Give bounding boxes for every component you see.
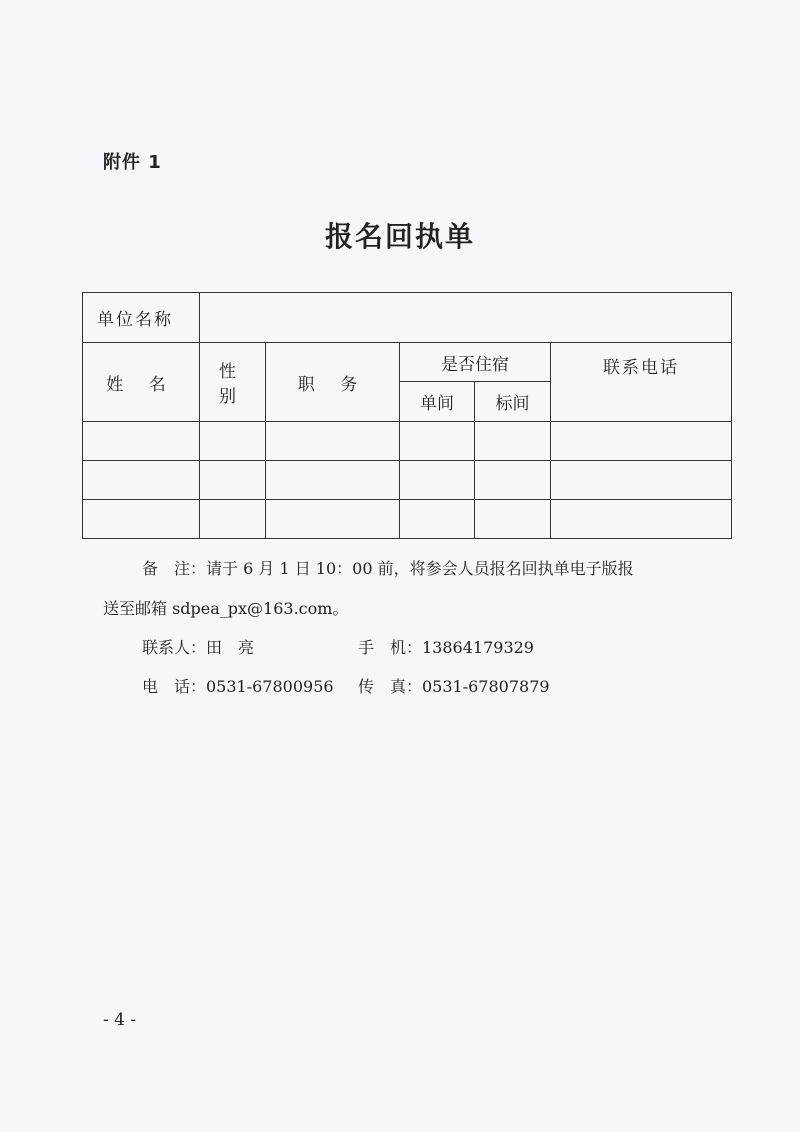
header-single-room: 单间 — [400, 382, 475, 422]
header-standard-room: 标间 — [475, 382, 551, 422]
cell-name[interactable] — [83, 500, 200, 539]
header-row — [83, 343, 732, 382]
cell-standard[interactable] — [475, 461, 551, 500]
cell-phone[interactable] — [551, 461, 732, 500]
cell-phone[interactable] — [551, 422, 732, 461]
cell-position[interactable] — [266, 422, 400, 461]
header-position: 职 务 — [266, 343, 400, 422]
contact-person: 联系人：田 亮 — [142, 638, 255, 657]
cell-standard[interactable] — [475, 500, 551, 539]
cell-position[interactable] — [266, 461, 400, 500]
cell-position[interactable] — [266, 500, 400, 539]
page-title: 报名回执单 — [324, 220, 475, 253]
header-phone: 联系电话 — [551, 343, 732, 422]
page-number: - 4 - — [103, 1010, 137, 1030]
unit-row — [83, 293, 732, 343]
unit-name-label: 单位名称 — [83, 293, 200, 343]
cell-standard[interactable] — [475, 422, 551, 461]
contact-mobile: 手 机：13864179329 — [358, 638, 534, 657]
header-lodging: 是否住宿 — [400, 343, 551, 382]
cell-single[interactable] — [400, 500, 475, 539]
remark-line-1: 备 注：请于 6 月 1 日 10：00 前，将参会人员报名回执单电子版报 — [142, 559, 634, 578]
header-gender: 性 别 — [200, 343, 266, 422]
attachment-label: 附件 1 — [103, 152, 162, 173]
table-row — [83, 500, 732, 539]
contact-fax: 传 真：0531-67807879 — [358, 677, 550, 696]
table-row — [83, 422, 732, 461]
unit-name-field[interactable] — [200, 293, 732, 343]
cell-gender[interactable] — [200, 500, 266, 539]
table-row — [83, 461, 732, 500]
cell-gender[interactable] — [200, 461, 266, 500]
registration-table — [82, 292, 732, 539]
cell-single[interactable] — [400, 461, 475, 500]
cell-phone[interactable] — [551, 500, 732, 539]
header-name: 姓 名 — [83, 343, 200, 422]
cell-name[interactable] — [83, 461, 200, 500]
cell-single[interactable] — [400, 422, 475, 461]
remark-line-2: 送至邮箱 sdpea_px@163.com。 — [103, 599, 349, 618]
contact-tel: 电 话：0531-67800956 — [142, 677, 334, 696]
cell-gender[interactable] — [200, 422, 266, 461]
cell-name[interactable] — [83, 422, 200, 461]
